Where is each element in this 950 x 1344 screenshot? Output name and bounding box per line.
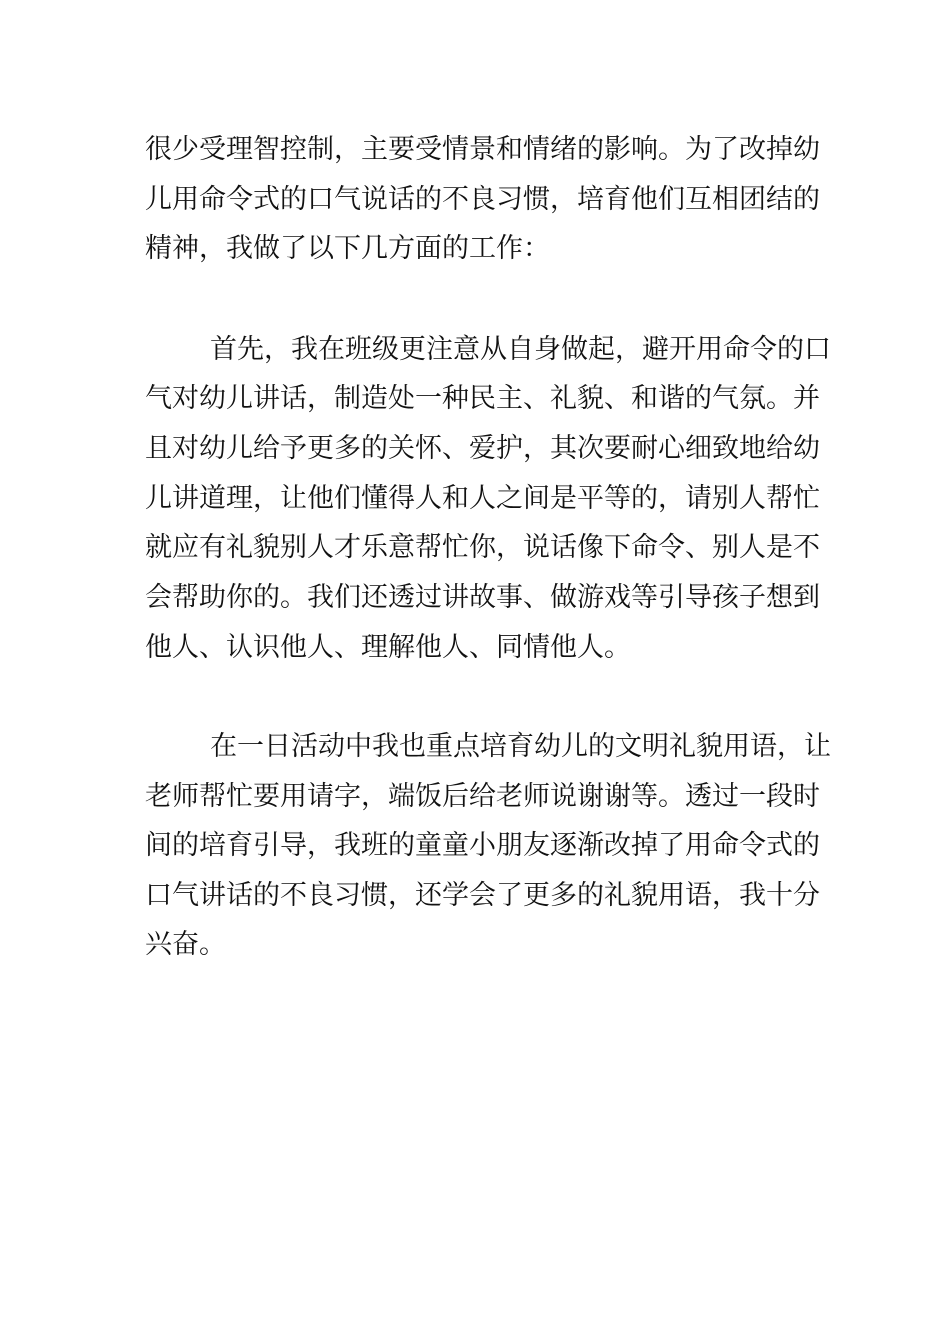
paragraph-line: 首先，我在班级更注意从自身做起，避开用命令的口 xyxy=(210,334,831,365)
paragraph-line: 儿讲道理，让他们懂得人和人之间是平等的，请别人帮忙 xyxy=(145,483,820,514)
paragraph-line: 且对幼儿给予更多的关怀、爱护，其次要耐心细致地给幼 xyxy=(145,433,820,464)
paragraph-line: 很少受理智控制，主要受情景和情绪的影响。为了改掉幼 xyxy=(145,134,820,165)
paragraph-line: 精神，我做了以下几方面的工作： xyxy=(145,233,550,264)
paragraph-line: 就应有礼貌别人才乐意帮忙你，说话像下命令、别人是不 xyxy=(145,532,820,563)
paragraph-line: 口气讲话的不良习惯，还学会了更多的礼貌用语，我十分 xyxy=(145,880,820,911)
paragraph-line: 会帮助你的。我们还透过讲故事、做游戏等引导孩子想到 xyxy=(145,582,820,613)
paragraph-line: 他人、认识他人、理解他人、同情他人。 xyxy=(145,632,631,663)
paragraph-line: 气对幼儿讲话，制造处一种民主、礼貌、和谐的气氛。并 xyxy=(145,383,820,414)
paragraph-line: 儿用命令式的口气说话的不良习惯，培育他们互相团结的 xyxy=(145,184,820,215)
paragraph-line: 老师帮忙要用请字，端饭后给老师说谢谢等。透过一段时 xyxy=(145,781,820,812)
paragraph-line: 间的培育引导，我班的童童小朋友逐渐改掉了用命令式的 xyxy=(145,830,820,861)
paragraph-line: 在一日活动中我也重点培育幼儿的文明礼貌用语，让 xyxy=(210,731,831,762)
paragraph-line: 兴奋。 xyxy=(145,929,226,960)
